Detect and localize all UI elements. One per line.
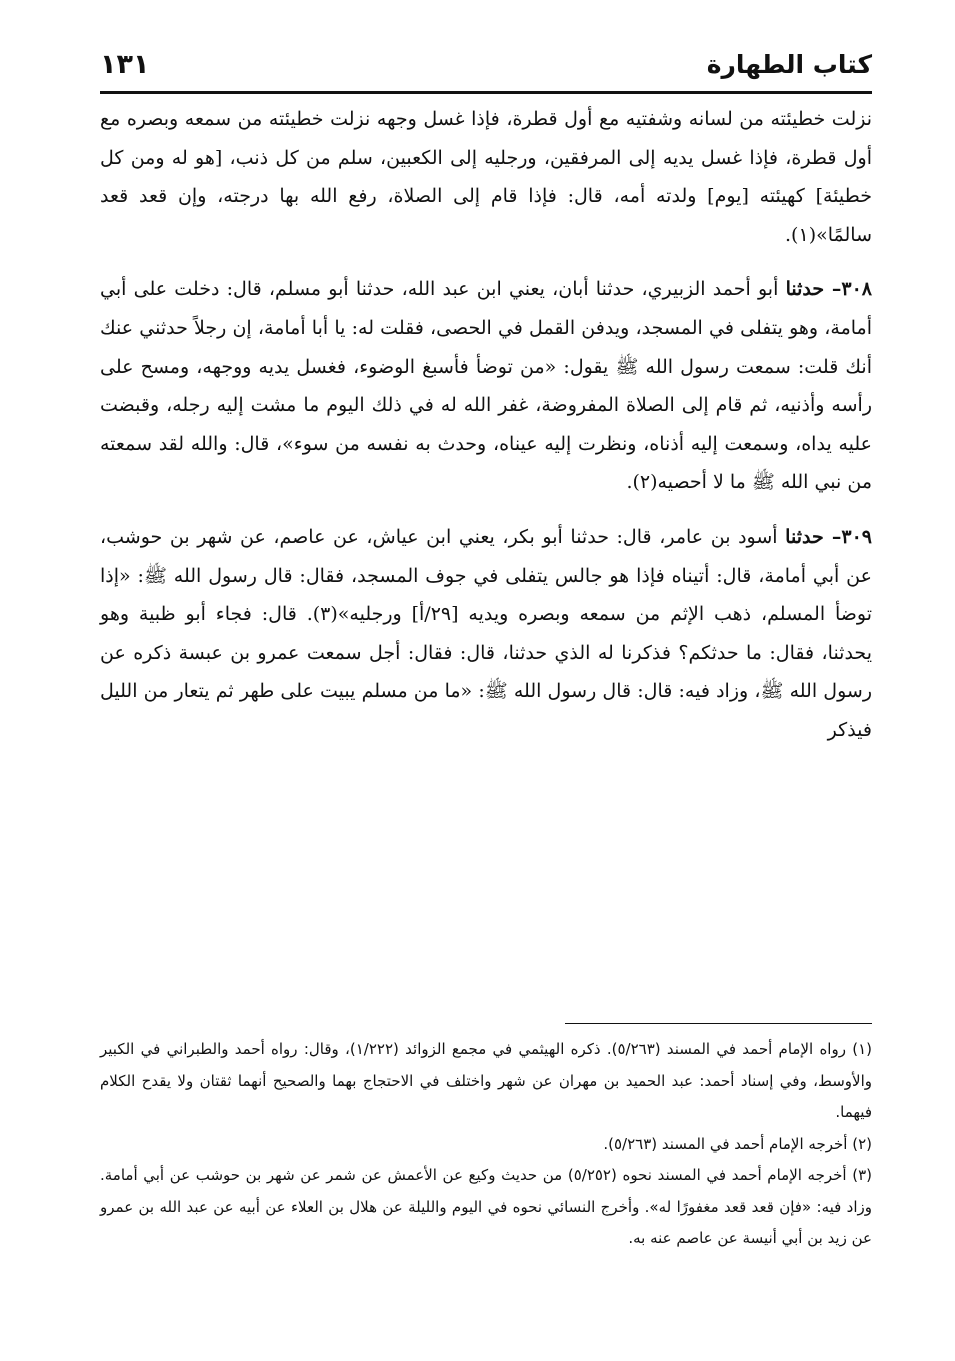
hadith-308	[100, 270, 872, 502]
hadith-lead: – حدثنا	[785, 525, 842, 548]
footnotes	[100, 1034, 872, 1255]
hadith-text: أبو أحمد الزبيري، حدثنا أبان، يعني ابن عبد الله، حدثنا أبو مسلم، قال: دخلت على أبي أمامة، وهو يتفلى في المسجد، ويدفن القمل في الحصى، فقلت له: يا أبا أمامة، إن رجلاً حدثني عنك أنك قلت: سمعت رسول الله ﷺ يقول: «من توضأ فأسبغ الوضوء، فغسل يديه ووجهه، ومسح على رأسه وأذنيه، ثم قام إلى الصلاة المفروضة، غفر الله له في ذلك اليوم ما مشت إليه رجله، وقبضت عليه يداه، وسمعت إليه أذناه، ونظرت إليه عيناه، وحدث به نفسه من سوء»، قال: والله لقد سمعته من نبي الله ﷺ ما لا أحصيه(٢).	[100, 278, 872, 494]
page-header	[100, 46, 872, 86]
footnote-1: (١) رواه الإمام أحمد في المسند (٥/٢٦٣). ذكره الهيثمي في مجمع الزوائد (١/٢٢٢)، وقال: رواه أحمد والطبراني في الكبير والأوسط، وفي إسناد أحمد: عبد الحميد بن مهران عن شهر واختلف في الاحتجاج بهما والصحيح أنهما ثقتان ولا يقدح الكلام فيهما.	[100, 1040, 873, 1121]
main-text	[100, 100, 872, 750]
page-number: ١٣١	[100, 49, 150, 80]
book-title: كتاب الطهارة	[706, 50, 872, 79]
footnote-2: (٢) أخرجه الإمام أحمد في المسند (٥/٢٦٣).	[603, 1134, 872, 1153]
hadith-lead: – حدثنا	[785, 278, 842, 301]
continuation-paragraph: نزلت خطيئته من لسانه وشفتيه مع أول قطرة، فإذا غسل وجهه نزلت خطيئته من سمعه وبصره مع أول قطرة، فإذا غسل يديه إلى المرفقين، ورجليه إلى الكعبين، سلم من كل ذنب، [هو له ومن كل خطيئة] كهيئته [يوم] ولدته أمه، قال: فإذا قام إلى الصلاة، رفع الله بها درجته، وإن قعد قعد سالمًا»(١).	[100, 108, 872, 246]
hadith-309	[100, 518, 872, 750]
header-divider	[100, 91, 872, 94]
hadith-number: ٣٠٨	[841, 278, 872, 301]
hadith-text: أسود بن عامر، قال: حدثنا أبو بكر، يعني ابن عياش، عن عاصم، عن شهر بن حوشب، عن أبي أمامة، قال: أتيناه فإذا هو جالس يتفلى في جوف المسجد، فقال: قال رسول الله ﷺ: «إذا توضأ المسلم، ذهب الإثم من سمعه وبصره ويديه [٢٩/أ] ورجليه»(٣). قال: فجاء أبو ظبية وهو يحدثنا، فقال: ما حدثكم؟ فذكرنا له الذي حدثنا، قال: فقال: أجل سمعت عمرو بن عبسة ذكره عن رسول الله ﷺ، وزاد فيه: قال: قال رسول الله ﷺ: «ما من مسلم يبيت على طهر ثم يتعار من الليل فيذكر	[100, 525, 872, 741]
hadith-number: ٣٠٩	[841, 525, 872, 548]
footnote-divider	[565, 1023, 872, 1024]
footnote-3: (٣) أخرجه الإمام أحمد في المسند نحوه (٥/٢٥٢) من حديث وكيع عن الأعمش عن شمر عن شهر بن حوشب عن أبي أمامة. وزاد فيه: «فإن قعد قعد مغفورًا له». وأخرج النسائي نحوه في اليوم والليلة عن هلال بن العلاء عن أبيه عن عبد الله بن عمرو عن زيد بن أبي أنيسة عن عاصم عنه به.	[100, 1166, 872, 1247]
